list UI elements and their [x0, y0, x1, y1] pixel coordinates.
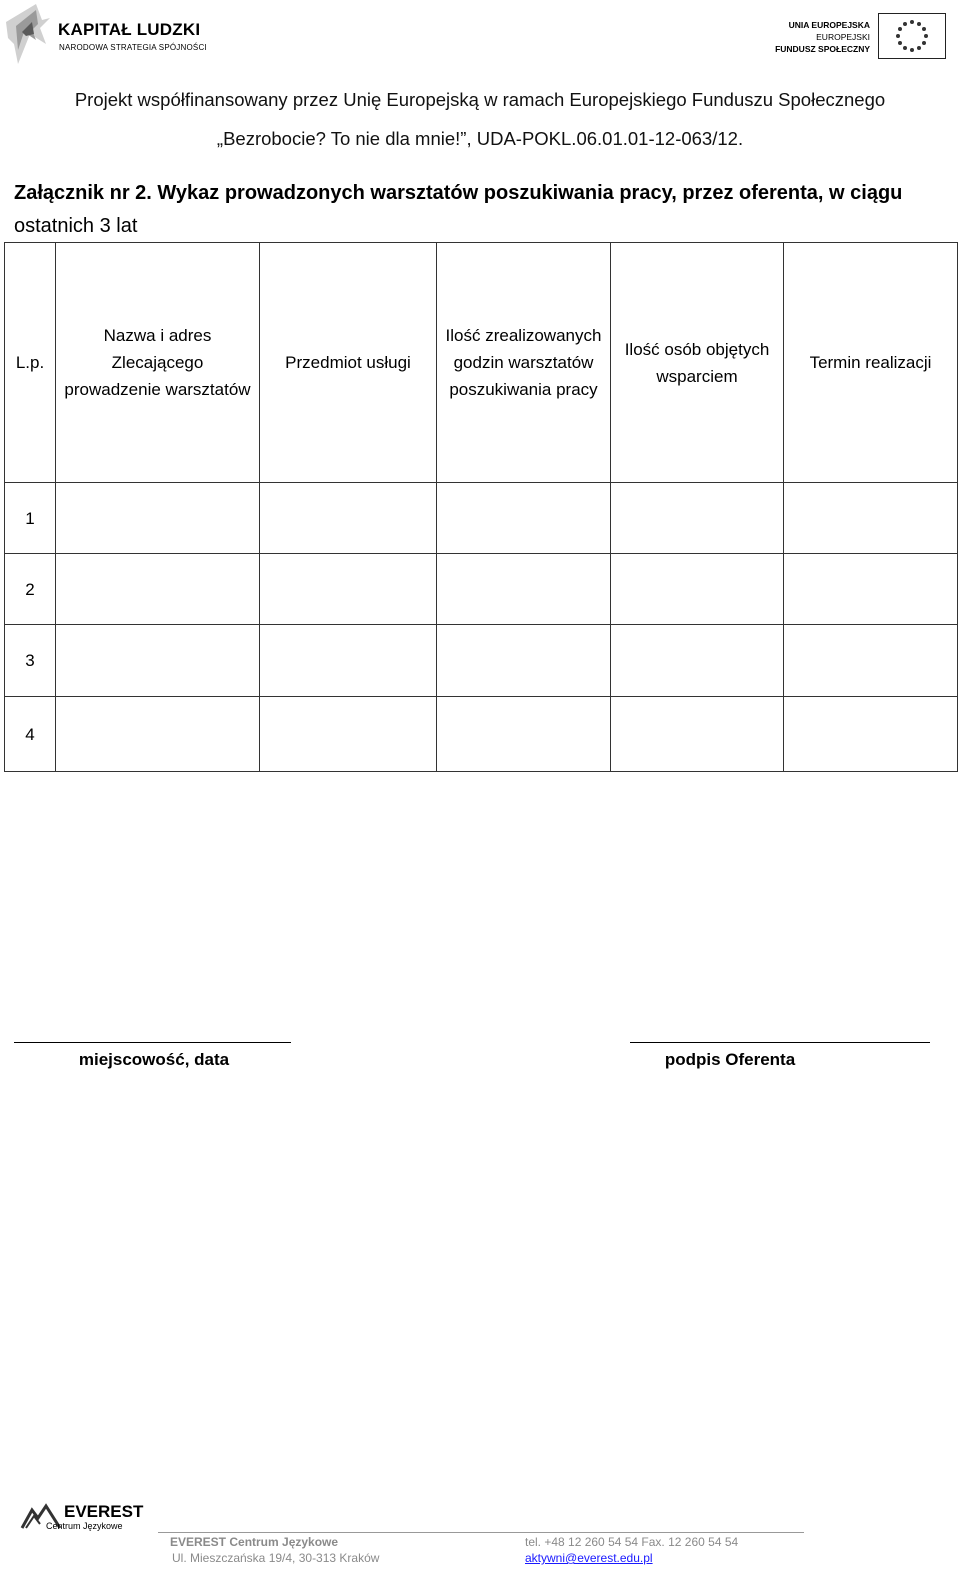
- table-cell[interactable]: [611, 554, 784, 625]
- footer-email-link[interactable]: aktywni@everest.edu.pl: [525, 1551, 653, 1565]
- eu-logo-line1: UNIA EUROPEJSKA: [788, 20, 870, 30]
- signature-line[interactable]: [630, 1042, 930, 1043]
- footer-divider: [158, 1532, 804, 1533]
- column-header-client: Nazwa i adres Zlecającego prowadzenie warsztatów: [56, 243, 260, 483]
- table-cell[interactable]: [56, 697, 260, 772]
- table-cell[interactable]: [437, 625, 611, 697]
- table-cell[interactable]: [611, 625, 784, 697]
- table-cell[interactable]: [56, 554, 260, 625]
- table-cell[interactable]: [784, 554, 958, 625]
- table-row: [5, 554, 958, 625]
- kapital-ludzki-title: KAPITAŁ LUDZKI: [58, 20, 201, 39]
- table-cell[interactable]: [260, 554, 437, 625]
- table-cell[interactable]: [437, 554, 611, 625]
- table-cell[interactable]: [784, 483, 958, 554]
- table-cell[interactable]: [784, 697, 958, 772]
- column-header-date: Termin realizacji: [784, 243, 958, 483]
- footer-company: EVEREST Centrum Językowe: [170, 1535, 339, 1549]
- column-header-lp: L.p.: [5, 243, 56, 483]
- kapital-ludzki-subtitle: NARODOWA STRATEGIA SPÓJNOŚCI: [59, 43, 207, 52]
- everest-logo-subtitle: Centrum Językowe: [46, 1521, 123, 1531]
- table-row: [5, 625, 958, 697]
- table-cell[interactable]: [611, 697, 784, 772]
- table-cell[interactable]: [784, 625, 958, 697]
- eu-logo-line3: FUNDUSZ SPOŁECZNY: [775, 44, 870, 54]
- row-number: 4: [5, 697, 56, 772]
- table-cell[interactable]: [611, 483, 784, 554]
- signature-label: podpis Oferenta: [664, 1050, 796, 1069]
- project-line-1: Projekt współfinansowany przez Unię Europejską w ramach Europejskiego Funduszu Społecznego: [74, 89, 886, 110]
- place-date-label: miejscowość, data: [78, 1050, 230, 1069]
- heading-bold-text: Załącznik nr 2. Wykaz prowadzonych warsztatów poszukiwania pracy, przez oferenta, w ciągu: [14, 182, 903, 204]
- column-header-persons: Ilość osób objętych wsparciem: [611, 243, 784, 483]
- row-number: 2: [5, 554, 56, 625]
- place-date-line[interactable]: [14, 1042, 291, 1043]
- eu-flag-icon: [878, 13, 946, 59]
- eu-logo-line2: EUROPEJSKI: [816, 32, 870, 42]
- table-header-row: [5, 243, 958, 483]
- table-row: [5, 697, 958, 772]
- table-cell[interactable]: [260, 625, 437, 697]
- project-line-2: „Bezrobocie? To nie dla mnie!”, UDA-POKL.06.01.01-12-063/12.: [216, 128, 744, 149]
- heading-rest-text: ostatnich 3 lat: [14, 215, 138, 237]
- row-number: 3: [5, 625, 56, 697]
- workshops-table: [4, 242, 958, 772]
- table-cell[interactable]: [437, 697, 611, 772]
- table-cell[interactable]: [260, 697, 437, 772]
- table-cell[interactable]: [260, 483, 437, 554]
- column-header-hours: Ilość zrealizowanych godzin warsztatów poszukiwania pracy: [437, 243, 611, 483]
- table-cell[interactable]: [437, 483, 611, 554]
- row-number: 1: [5, 483, 56, 554]
- column-header-subject: Przedmiot usługi: [260, 243, 437, 483]
- footer-address: Ul. Mieszczańska 19/4, 30-313 Kraków: [172, 1551, 380, 1565]
- eu-logo-text: [775, 19, 870, 55]
- table-cell[interactable]: [56, 483, 260, 554]
- footer-phone: tel. +48 12 260 54 54 Fax. 12 260 54 54: [525, 1535, 739, 1549]
- table-cell[interactable]: [56, 625, 260, 697]
- document-heading: [14, 177, 948, 243]
- table-row: [5, 483, 958, 554]
- everest-logo-name: EVEREST: [64, 1502, 144, 1521]
